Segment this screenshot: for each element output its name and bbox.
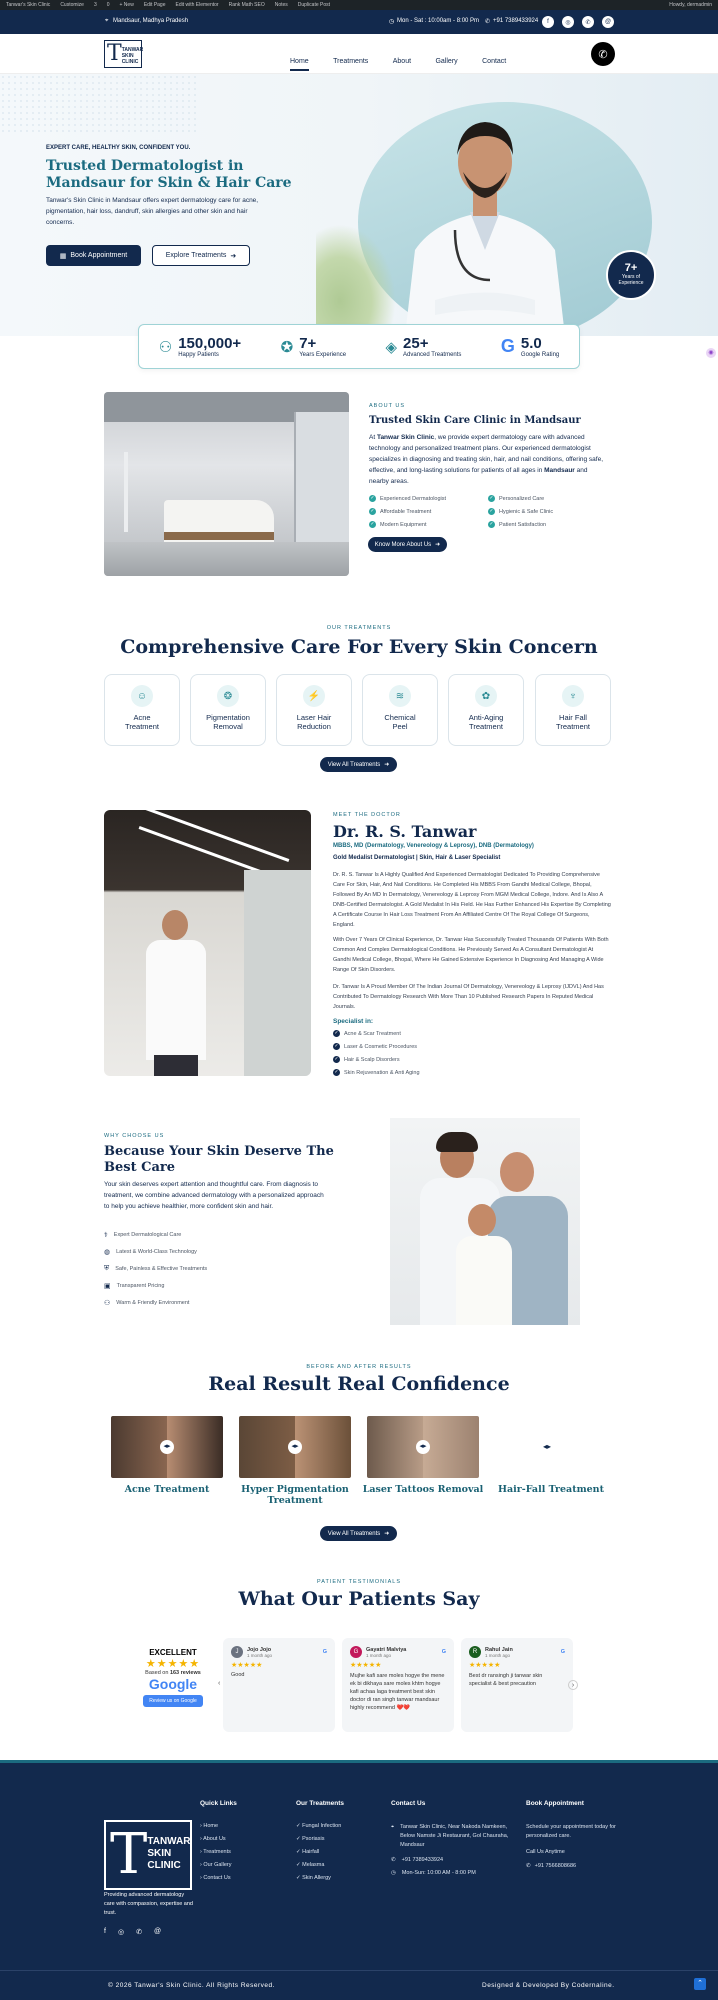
footer-link[interactable]: › Contact Us xyxy=(200,1875,231,1881)
treatment-card-antiaging[interactable] xyxy=(448,674,524,746)
logo-text-1: TANWAR xyxy=(147,1836,191,1847)
footer-book xyxy=(526,1800,616,1876)
check-icon: ✓ xyxy=(334,1043,339,1049)
topbar-phone[interactable]: +91 7389433924 xyxy=(493,18,539,24)
footer-link[interactable]: › Home xyxy=(200,1823,219,1829)
know-more-label: Know More About Us xyxy=(374,541,432,548)
droplet-icon: ◈ xyxy=(385,338,398,356)
footer-treatment-link[interactable]: ✓ Melasma xyxy=(296,1862,325,1868)
explore-treatments-label: Explore Treatments xyxy=(165,252,227,259)
site-logo[interactable] xyxy=(104,40,142,68)
check-icon: ✓ xyxy=(370,508,375,514)
card-label-2: Peel xyxy=(392,722,408,731)
patients-icon: ⚇ xyxy=(158,338,173,356)
google-logo: Google xyxy=(148,1676,198,1692)
treatment-card-acne[interactable] xyxy=(104,674,180,746)
facebook-icon[interactable]: f xyxy=(542,16,554,28)
why-list xyxy=(104,1231,207,1316)
nav-contact[interactable]: Contact xyxy=(482,58,507,65)
developer-credit[interactable]: Designed & Developed By Codernaline. xyxy=(482,1982,615,1989)
footer-contact xyxy=(391,1800,521,1883)
admin-elementor-link[interactable]: Edit with Elementor xyxy=(175,2,219,8)
admin-new-link[interactable]: + New xyxy=(119,2,134,8)
call-label: Call Us Anytime xyxy=(526,1849,565,1855)
reviewer-avatar: G xyxy=(350,1646,362,1658)
award-icon: ✪ xyxy=(280,338,294,356)
footer-phone[interactable]: +91 7389433924 xyxy=(401,1857,444,1863)
doctor-medal: Gold Medalist Dermatologist | Skin, Hair & Laser Specialist xyxy=(333,855,501,861)
clock-icon: ◷ xyxy=(391,1870,396,1876)
pigmentation-icon: ❂ xyxy=(217,685,239,707)
arrow-right-icon: ➜ xyxy=(230,252,237,260)
footer-logo[interactable] xyxy=(104,1820,192,1890)
whatsapp-icon[interactable]: ✆ xyxy=(136,1929,142,1936)
why-item: Latest & World-Class Technology xyxy=(116,1249,197,1255)
reviewer-name: Jojo Jojo xyxy=(247,1646,272,1653)
nav-home[interactable]: Home xyxy=(290,58,309,71)
calendar-icon: ▦ xyxy=(59,252,67,260)
badge-number: 7+ xyxy=(624,262,638,274)
threads-icon[interactable]: @ xyxy=(602,16,614,28)
specialist-item: Laser & Cosmetic Procedures xyxy=(344,1043,418,1050)
book-phone[interactable]: +91 7566808686 xyxy=(534,1863,577,1869)
stat-value: 150,000+ xyxy=(178,335,242,352)
card-label-1: Laser Hair xyxy=(296,713,332,722)
floating-widget-icon[interactable]: ◉ xyxy=(706,348,716,358)
about-title: Trusted Skin Care Clinic in Mandsaur xyxy=(369,415,581,426)
nav-gallery[interactable]: Gallery xyxy=(435,58,458,65)
people-icon: ⚇ xyxy=(104,1300,111,1307)
card-label-1: Pigmentation xyxy=(206,713,250,722)
reviewer-avatar: R xyxy=(469,1646,481,1658)
review-us-button[interactable]: Review us on Google xyxy=(143,1695,203,1707)
why-item: Safe, Painless & Effective Treatments xyxy=(115,1266,208,1272)
family-photo xyxy=(390,1118,580,1325)
topbar-hours: Mon - Sat : 10:00am - 8:00 Pm xyxy=(397,18,480,24)
know-more-button[interactable] xyxy=(368,537,447,552)
arrow-right-icon: ➜ xyxy=(384,762,390,768)
footer-treatment-link[interactable]: ✓ Skin Allergy xyxy=(296,1875,331,1881)
card-label-2: Removal xyxy=(213,722,243,731)
rating-stars: ★★★★★ xyxy=(145,1658,201,1670)
nav-treatments[interactable]: Treatments xyxy=(333,58,369,65)
review-stars: ★★★★★ xyxy=(469,1662,501,1669)
carousel-prev-icon[interactable]: ‹ xyxy=(218,1680,221,1687)
phone-icon: ✆ xyxy=(485,19,491,25)
arrow-right-icon: ➜ xyxy=(435,542,441,548)
feature-item: Experienced Dermatologist xyxy=(380,495,447,502)
about-eyebrow: ABOUT US xyxy=(369,403,406,409)
treatments-eyebrow: OUR TREATMENTS xyxy=(326,625,392,631)
admin-updates-count[interactable]: 3 xyxy=(93,2,97,8)
specialist-item: Skin Rejuvenation & Anti Aging xyxy=(344,1069,420,1076)
reviewer-name: Gayatri Malviya xyxy=(366,1646,407,1653)
doctor-bio-1: Dr. R. S. Tanwar Is A Highly Qualified And Experienced Dermatologist Dedicated To Providing Comprehensive Care For Skin, Hair, And Nail Conditions. He Completed His MBBS From Gandhi Medical College, Bhopal, Followed By An MD In Dermatology, Venereology & Leprosy From MGM Medical College, Indore. And Is Also A DNB-Certified Dermatologist. A Gold Medalist In His Field. He Has Further Enhanced His Expertise By Completing A Certificate Course In Hair Loss Treatment From An Affiliated Centre Of The Royal College Of Surgeons, England. xyxy=(333,872,611,928)
quick-links-title: Quick Links xyxy=(200,1800,237,1807)
doctor-qualifications: MBBS, MD (Dermatology, Venereology & Leprosy), DNB (Dermatology) xyxy=(333,843,534,849)
card-label-1: Anti-Aging xyxy=(468,713,504,722)
testimonials-eyebrow: PATIENT TESTIMONIALS xyxy=(316,1579,402,1585)
stat-value: 25+ xyxy=(403,335,429,352)
book-appointment-label: Book Appointment xyxy=(70,252,128,259)
review-count: 163 reviews xyxy=(169,1670,201,1676)
whatsapp-header-button[interactable]: ✆ xyxy=(591,42,615,66)
stat-treatments xyxy=(386,335,462,358)
site-footer xyxy=(0,1760,718,2000)
doctor-hero-photo xyxy=(395,100,575,336)
why-eyebrow: WHY CHOOSE US xyxy=(104,1133,165,1139)
stats-bar xyxy=(138,324,580,369)
footer-link[interactable]: › Treatments xyxy=(200,1849,231,1855)
review-time: 1 month ago xyxy=(247,1652,273,1658)
google-icon: G xyxy=(322,1649,327,1655)
wp-admin-bar xyxy=(0,0,718,10)
compare-handle-icon[interactable]: ◂▸ xyxy=(288,1440,302,1454)
hero-description: Tanwar's Skin Clinic in Mandsaur offers expert dermatology care for acne, pigmentation, hair loss, dandruff, skin allergies and other skin and hair concerns. xyxy=(46,197,259,226)
laser-icon: ⚡ xyxy=(303,685,325,707)
check-icon: ✓ xyxy=(489,495,494,501)
check-icon: ✓ xyxy=(334,1030,339,1036)
badge-line-2: Experience xyxy=(618,280,644,286)
admin-notes-link[interactable]: Notes xyxy=(274,2,288,8)
review-text: Best dr ransingh ji tanwar skin specialist & best precaution xyxy=(469,1673,543,1687)
explore-treatments-button[interactable] xyxy=(152,245,250,266)
peel-icon: ≋ xyxy=(389,685,411,707)
compare-handle-icon[interactable]: ◂▸ xyxy=(416,1440,430,1454)
admin-rankmath-link[interactable]: Rank Math SEO xyxy=(228,2,265,8)
experience-badge xyxy=(606,250,656,300)
badge-line-1: Years of xyxy=(621,274,641,280)
facebook-icon[interactable]: f xyxy=(104,1928,106,1935)
hairfall-icon: ♆ xyxy=(562,685,584,707)
google-icon: G xyxy=(560,1649,565,1655)
reviewer-name: Rahul Jain xyxy=(485,1646,513,1653)
stat-label: Years Experience xyxy=(299,352,347,358)
doctor-clinic-photo xyxy=(104,810,311,1076)
instagram-icon[interactable]: ◎ xyxy=(562,16,574,28)
why-item: Warm & Friendly Environment xyxy=(116,1300,190,1306)
pricing-icon: ▣ xyxy=(104,1283,111,1290)
arrow-right-icon: ➜ xyxy=(384,1531,390,1537)
book-description: Schedule your appointment today for personalized care. xyxy=(526,1824,616,1839)
check-icon: ✓ xyxy=(334,1069,339,1075)
reviewer-avatar: J xyxy=(231,1646,243,1658)
doctor-bio-3: Dr. Tanwar Is A Proud Member Of The Indian Journal Of Dermatology, Venereology & Leprosy (IJDVL) And Has Contributed To Dermatology Research With More Than 10 Published Research Papers In Reputed Medical Journals. xyxy=(333,984,604,1010)
topbar-location: Mandsaur, Madhya Pradesh xyxy=(113,18,189,24)
hero-title: Trusted Dermatologist in Mandsaur for Skin & Hair Care xyxy=(46,158,292,191)
admin-duplicate-link[interactable]: Duplicate Post xyxy=(297,2,331,8)
top-info-bar xyxy=(0,10,718,34)
location-icon: ⌖ xyxy=(105,18,109,24)
result-title-hairfall: Hair-Fall Treatment xyxy=(498,1484,604,1495)
footer-quick-links xyxy=(200,1800,237,1888)
google-rating-summary xyxy=(138,1648,208,1707)
acne-icon: ☺ xyxy=(131,685,153,707)
treatment-card-pigmentation[interactable] xyxy=(190,674,266,746)
check-icon: ✓ xyxy=(370,521,375,527)
doctor-bio-2: With Over 7 Years Of Clinical Experience, Dr. Tanwar Has Successfully Treated Thousands Of Patients With Both Common And Complex Dermatological Conditions. He Previously Served As A Consultant Dermatologist At Gandhi Medical College, Bhopal, Where He Gained Extensive Experience In Diagnosing And Managing A Wide Range Of Skin Disorders. xyxy=(333,937,609,973)
treatment-card-hairfall[interactable] xyxy=(535,674,611,746)
based-on-label: Based on xyxy=(145,1670,169,1676)
treatments-col-title: Our Treatments xyxy=(296,1800,345,1807)
nav-about[interactable]: About xyxy=(392,58,412,65)
logo-text-2: SKIN xyxy=(147,1848,172,1859)
feature-item: Hygienic & Safe Clinic xyxy=(499,508,554,515)
card-label-2: Treatment xyxy=(556,722,590,731)
book-appointment-button[interactable] xyxy=(46,245,141,266)
feature-item: Affordable Treatment xyxy=(380,508,432,515)
feature-item: Personalized Care xyxy=(499,495,545,502)
view-all-treatments-button[interactable] xyxy=(320,757,397,772)
main-nav xyxy=(280,50,516,71)
stat-patients xyxy=(159,335,241,358)
logo-text-3: CLINIC xyxy=(147,1860,181,1871)
footer-treatments xyxy=(296,1800,344,1888)
results-title: Real Result Real Confidence xyxy=(208,1373,510,1395)
stat-value: 5.0 xyxy=(520,335,542,352)
card-label-1: Hair Fall xyxy=(559,713,587,722)
admin-customize-link[interactable]: Customize xyxy=(60,2,84,8)
specialist-title: Specialist in: xyxy=(333,1018,374,1025)
carousel-next-icon[interactable]: › xyxy=(568,1680,578,1690)
result-title-pigmentation: Hyper Pigmentation Treatment xyxy=(241,1484,349,1506)
phone-icon: ✆ xyxy=(526,1863,531,1869)
result-title-acne: Acne Treatment xyxy=(124,1484,210,1495)
footer-tagline: Providing advanced dermatology care with compassion, expertise and trust. xyxy=(104,1892,193,1916)
specialist-item: Hair & Scalp Disorders xyxy=(344,1056,400,1063)
about-description: At Tanwar Skin Clinic, we provide expert dermatology care with advanced technology and personalized treatment plans. Our experienced dermatologist specializes in diagnosing and treating skin, hair, and nail conditions, offering safe, effective, and long-lasting solutions for patients of all ages in Mandsaur and nearby areas. xyxy=(369,434,604,485)
globe-icon: ◍ xyxy=(104,1249,111,1256)
rating-excellent: EXCELLENT xyxy=(149,1648,197,1657)
before-after-acne[interactable] xyxy=(111,1416,223,1478)
review-text: Mujhe kafi sare moles hogye the mene ek bi dikhaya sare moles khtm hogye kafi achaa laga treatment best skin doctor di ran singh tanwar mandsaur highly recommend ❤️❤️ xyxy=(350,1673,445,1711)
antiaging-icon: ✿ xyxy=(475,685,497,707)
footer-link[interactable]: › About Us xyxy=(200,1836,226,1842)
admin-user-greeting[interactable]: Howdy, dermadmin xyxy=(669,2,712,8)
footer-treatment-link[interactable]: ✓ Fungal Infection xyxy=(296,1823,342,1829)
review-stars: ★★★★★ xyxy=(231,1662,263,1669)
stat-experience xyxy=(281,335,346,358)
clock-icon: ◷ xyxy=(389,19,395,25)
footer-address: Tanwar Skin Clinic, Near Nakoda Namkeen, Below Namste Ji Restaurant, Gol Chauraha, Mandsaur xyxy=(400,1824,509,1848)
admin-edit-page-link[interactable]: Edit Page xyxy=(143,2,166,8)
why-item: Expert Dermatological Care xyxy=(113,1232,182,1238)
footer-link[interactable]: › Our Gallery xyxy=(200,1862,232,1868)
card-label-2: Treatment xyxy=(125,722,159,731)
shield-icon: ⛨ xyxy=(104,1265,110,1272)
footer-treatment-link[interactable]: ✓ Hairfall xyxy=(296,1849,320,1855)
footer-hours: Mon-Sun: 10:00 AM - 8:00 PM xyxy=(401,1870,476,1876)
doctor-eyebrow: MEET THE DOCTOR xyxy=(333,812,401,818)
result-title-tattoo: Laser Tattoos Removal xyxy=(362,1484,484,1495)
hero-section xyxy=(0,74,718,336)
logo-text-3: CLINIC xyxy=(121,59,139,65)
threads-icon[interactable]: @ xyxy=(153,1928,162,1935)
logo-mark: T xyxy=(110,1822,148,1887)
logo-text-1: TANWAR xyxy=(121,47,144,53)
why-title: Because Your Skin Deserve The Best Care xyxy=(104,1144,334,1175)
stat-value: 7+ xyxy=(299,335,317,352)
card-label-1: Chemical xyxy=(384,713,416,722)
view-all-label: View All Treatments xyxy=(327,761,381,768)
stethoscope-icon: ⚕ xyxy=(104,1232,108,1239)
leaf-decoration xyxy=(316,224,396,334)
contact-col-title: Contact Us xyxy=(391,1800,426,1807)
dot-pattern xyxy=(0,74,200,134)
compare-handle-icon[interactable]: ◂▸ xyxy=(160,1440,174,1454)
image-loading-icon: ◂▸ xyxy=(543,1442,552,1451)
admin-site-link[interactable]: Tanwar's Skin Clinic xyxy=(6,2,51,8)
results-eyebrow: BEFORE AND AFTER RESULTS xyxy=(306,1364,412,1370)
card-label-1: Acne xyxy=(133,713,151,722)
review-card xyxy=(461,1638,573,1732)
review-stars: ★★★★★ xyxy=(350,1662,382,1669)
view-all-label: View All Treatments xyxy=(327,1530,381,1537)
view-all-results-button[interactable] xyxy=(320,1526,397,1541)
check-icon: ✓ xyxy=(489,521,494,527)
doctor-name: Dr. R. S. Tanwar xyxy=(333,822,477,841)
instagram-icon[interactable]: ◎ xyxy=(117,1929,125,1936)
clinic-reception-photo xyxy=(104,392,349,576)
scroll-top-button[interactable]: ⌃ xyxy=(694,1978,706,1990)
check-icon: ✓ xyxy=(370,495,375,501)
review-card xyxy=(342,1638,454,1732)
why-item: Transparent Pricing xyxy=(116,1283,165,1289)
testimonials-title: What Our Patients Say xyxy=(238,1588,480,1610)
before-after-pigmentation[interactable] xyxy=(239,1416,351,1478)
stat-label: Google Rating xyxy=(520,352,560,358)
review-card xyxy=(223,1638,335,1732)
treatments-title: Comprehensive Care For Every Skin Concern xyxy=(120,636,598,658)
why-description: Your skin deserves expert attention and thoughtful care. From diagnosis to treatment, we combine advanced dermatology with a personalized approach to help you achieve healthier, more confident skin and hair. xyxy=(104,1181,324,1210)
review-text: Good xyxy=(231,1672,245,1678)
card-label-2: Reduction xyxy=(297,722,331,731)
site-header xyxy=(0,34,718,74)
feature-item: Patient Satisfaction xyxy=(499,521,547,528)
card-label-2: Treatment xyxy=(469,722,503,731)
footer-treatment-link[interactable]: ✓ Psoriasis xyxy=(296,1836,325,1842)
logo-text-2: SKIN xyxy=(121,53,134,59)
copyright: © 2026 Tanwar's Skin Clinic. All Rights Reserved. xyxy=(108,1982,275,1989)
check-icon: ✓ xyxy=(334,1056,339,1062)
specialist-list xyxy=(333,1030,420,1082)
treatment-card-peel[interactable] xyxy=(362,674,438,746)
review-time: 1 month ago xyxy=(485,1652,511,1658)
logo-mark: T xyxy=(107,41,122,66)
book-col-title: Book Appointment xyxy=(526,1800,584,1807)
footer-social xyxy=(104,1928,161,1936)
stat-label: Advanced Treatments xyxy=(403,352,462,358)
stat-label: Happy Patients xyxy=(178,352,219,358)
admin-comments-count[interactable]: 0 xyxy=(106,2,110,8)
hero-eyebrow: EXPERT CARE, HEALTHY SKIN, CONFIDENT YOU. xyxy=(46,145,191,151)
before-after-tattoo[interactable] xyxy=(367,1416,479,1478)
whatsapp-icon[interactable]: ✆ xyxy=(582,16,594,28)
treatment-card-laser[interactable] xyxy=(276,674,352,746)
check-icon: ✓ xyxy=(489,508,494,514)
location-icon: ⌖ xyxy=(391,1824,395,1830)
specialist-item: Acne & Scar Treatment xyxy=(344,1030,401,1037)
phone-icon: ✆ xyxy=(391,1857,396,1863)
google-icon: G xyxy=(441,1649,446,1655)
review-time: 1 month ago xyxy=(366,1652,392,1658)
google-icon: G xyxy=(500,336,515,356)
stat-rating xyxy=(501,335,559,358)
feature-item: Modern Equipment xyxy=(380,521,427,528)
